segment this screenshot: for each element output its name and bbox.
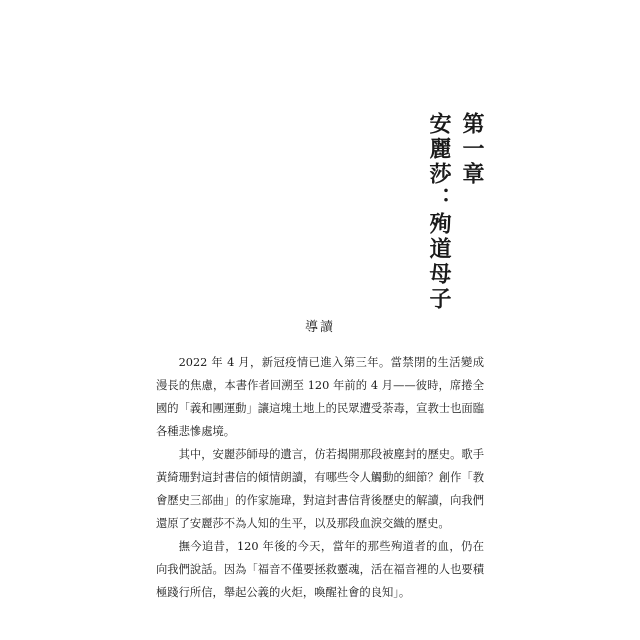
paragraph: 其中，安麗莎師母的遺言，仿若揭開那段被塵封的歷史。歌手黃綺珊對這封書信的傾情朗讀，有哪些令人觸動的細節？創作「教會歷史三部曲」的作家施瑋，對這封書信背後歷史的解讀，向我們還原了安麗莎不為人知的生平，以及那段血淚交織的歷史。 <box>156 448 484 530</box>
paragraph: 2022 年 4 月，新冠疫情已進入第三年。當禁閉的生活變成漫長的焦慮，本書作者回溯至 120 年前的 4 月——彼時，席捲全國的「義和團運動」讓這塊土地上的民眾遭受荼毒，宣教士也面臨各種悲慘處境。 <box>156 356 484 438</box>
chapter-number: 第一章 <box>459 112 485 187</box>
body-text <box>156 351 484 604</box>
chapter-title: 安麗莎：殉道母子 <box>426 112 452 312</box>
section-title: 導讀 <box>304 320 335 335</box>
paragraph: 撫今追昔，120 年後的今天，當年的那些殉道者的血，仍在向我們說話。因為「福音不僅要拯救靈魂，活在福音裡的人也要積極踐行所信，舉起公義的火炬，喚醒社會的良知」。 <box>156 540 484 599</box>
